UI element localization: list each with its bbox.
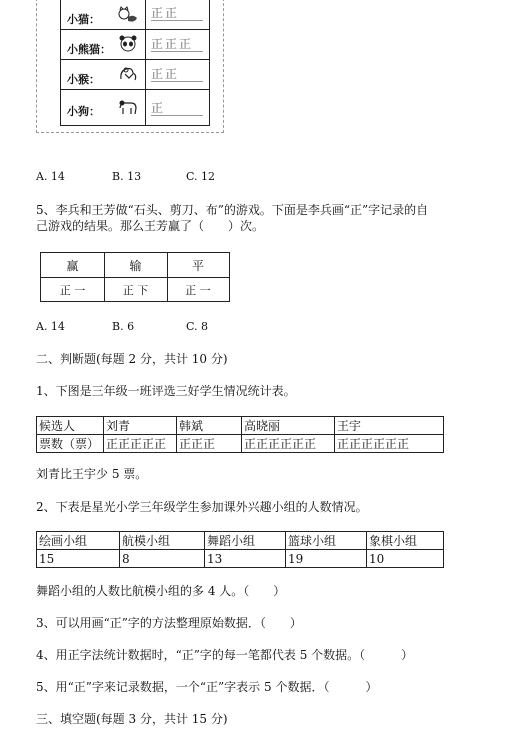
table-cell: 正正正正正正 bbox=[242, 435, 335, 453]
header-draw: 平 bbox=[191, 259, 204, 273]
tally-row-dog bbox=[61, 90, 209, 126]
option-a: A. 14 bbox=[36, 320, 65, 333]
question-text: 5、用“正”字来记录数据，一个“正”字表示 5 个数据．（ ） bbox=[36, 680, 378, 694]
table-cell: 15 bbox=[37, 550, 120, 568]
tally-marks: 正正 bbox=[151, 6, 180, 20]
animal-name: 小猴： bbox=[67, 73, 100, 86]
tally-row-monkey bbox=[61, 60, 209, 90]
tally-marks: 正正 bbox=[151, 67, 180, 81]
table-cell: 韩斌 bbox=[177, 417, 242, 435]
monkey-icon bbox=[117, 65, 139, 83]
question-text: 1、下图是三年级一班评选三好学生情况统计表。 bbox=[36, 384, 296, 398]
tally-win: 正 一 bbox=[59, 284, 86, 297]
option-a: A. 14 bbox=[36, 170, 65, 183]
question-text: 2、下表是星光小学三年级学生参加课外兴趣小组的人数情况。 bbox=[36, 500, 368, 514]
option-c: C. 8 bbox=[186, 320, 209, 333]
table-row bbox=[37, 550, 444, 568]
table-row bbox=[37, 532, 444, 550]
animal-name: 小熊猫： bbox=[67, 43, 111, 56]
table-cell: 票数（票） bbox=[37, 435, 104, 453]
table-cell: 13 bbox=[205, 550, 286, 568]
header-win: 赢 bbox=[66, 259, 79, 273]
statement: 舞蹈小组的人数比航模小组的多 4 人。（ ） bbox=[36, 584, 286, 598]
table-cell: 篮球小组 bbox=[286, 532, 367, 550]
question-text: 4、用正字法统计数据时，“正”字的每一笔都代表 5 个数据。（ ） bbox=[36, 648, 414, 662]
question-text: 3、可以用画“正”字的方法整理原始数据．（ ） bbox=[36, 616, 302, 630]
tally-row-panda bbox=[61, 30, 209, 60]
table-row bbox=[37, 417, 444, 435]
tally-lose: 正 下 bbox=[122, 284, 149, 297]
table-row bbox=[37, 435, 444, 453]
section-title: 三、填空题(每题 3 分，共计 15 分) bbox=[36, 712, 228, 726]
animal-tally-table bbox=[60, 0, 210, 126]
question-text: 己游戏的结果。那么王芳赢了（ ）次。 bbox=[36, 219, 265, 233]
question-text: 5、李兵和王芳做“石头、剪刀、布”的游戏。下面是李兵画“正”字记录的自 bbox=[36, 203, 429, 217]
vote-table bbox=[36, 416, 444, 453]
table-cell: 绘画小组 bbox=[37, 532, 120, 550]
tally-marks: 正正正 bbox=[151, 37, 194, 51]
panda-icon bbox=[117, 35, 139, 53]
table-cell: 正正正 bbox=[177, 435, 242, 453]
statement: 刘青比王宇少 5 票。 bbox=[36, 467, 148, 481]
animal-name: 小猫： bbox=[67, 13, 100, 26]
option-b: B. 13 bbox=[112, 170, 142, 183]
table-cell: 正正正正正正 bbox=[335, 435, 444, 453]
tally-underline bbox=[151, 51, 203, 52]
tally-underline bbox=[151, 20, 203, 21]
table-cell: 刘青 bbox=[104, 417, 177, 435]
table-cell: 象棋小组 bbox=[367, 532, 444, 550]
option-b: B. 6 bbox=[112, 320, 135, 333]
tally-underline bbox=[151, 115, 203, 116]
header-lose: 输 bbox=[129, 259, 142, 273]
tally-row-cat bbox=[61, 0, 209, 30]
table-cell: 19 bbox=[286, 550, 367, 568]
tally-marks: 正 bbox=[151, 101, 166, 115]
table-cell: 舞蹈小组 bbox=[205, 532, 286, 550]
table-cell: 高晓丽 bbox=[242, 417, 335, 435]
tally-underline bbox=[151, 81, 203, 82]
animal-name: 小狗： bbox=[67, 105, 100, 118]
table-cell: 正正正正正 bbox=[104, 435, 177, 453]
table-cell: 王宇 bbox=[335, 417, 444, 435]
dog-icon bbox=[117, 98, 139, 116]
tally-draw: 正 一 bbox=[185, 284, 211, 297]
table-divider bbox=[41, 277, 229, 278]
table-cell: 10 bbox=[367, 550, 444, 568]
game-result-table bbox=[40, 252, 230, 302]
cat-icon bbox=[117, 6, 139, 24]
table-cell: 候选人 bbox=[37, 417, 104, 435]
club-table bbox=[36, 531, 444, 568]
section-title: 二、判断题(每题 2 分，共计 10 分) bbox=[36, 352, 228, 366]
option-c: C. 12 bbox=[186, 170, 216, 183]
table-cell: 航模小组 bbox=[120, 532, 205, 550]
table-cell: 8 bbox=[120, 550, 205, 568]
